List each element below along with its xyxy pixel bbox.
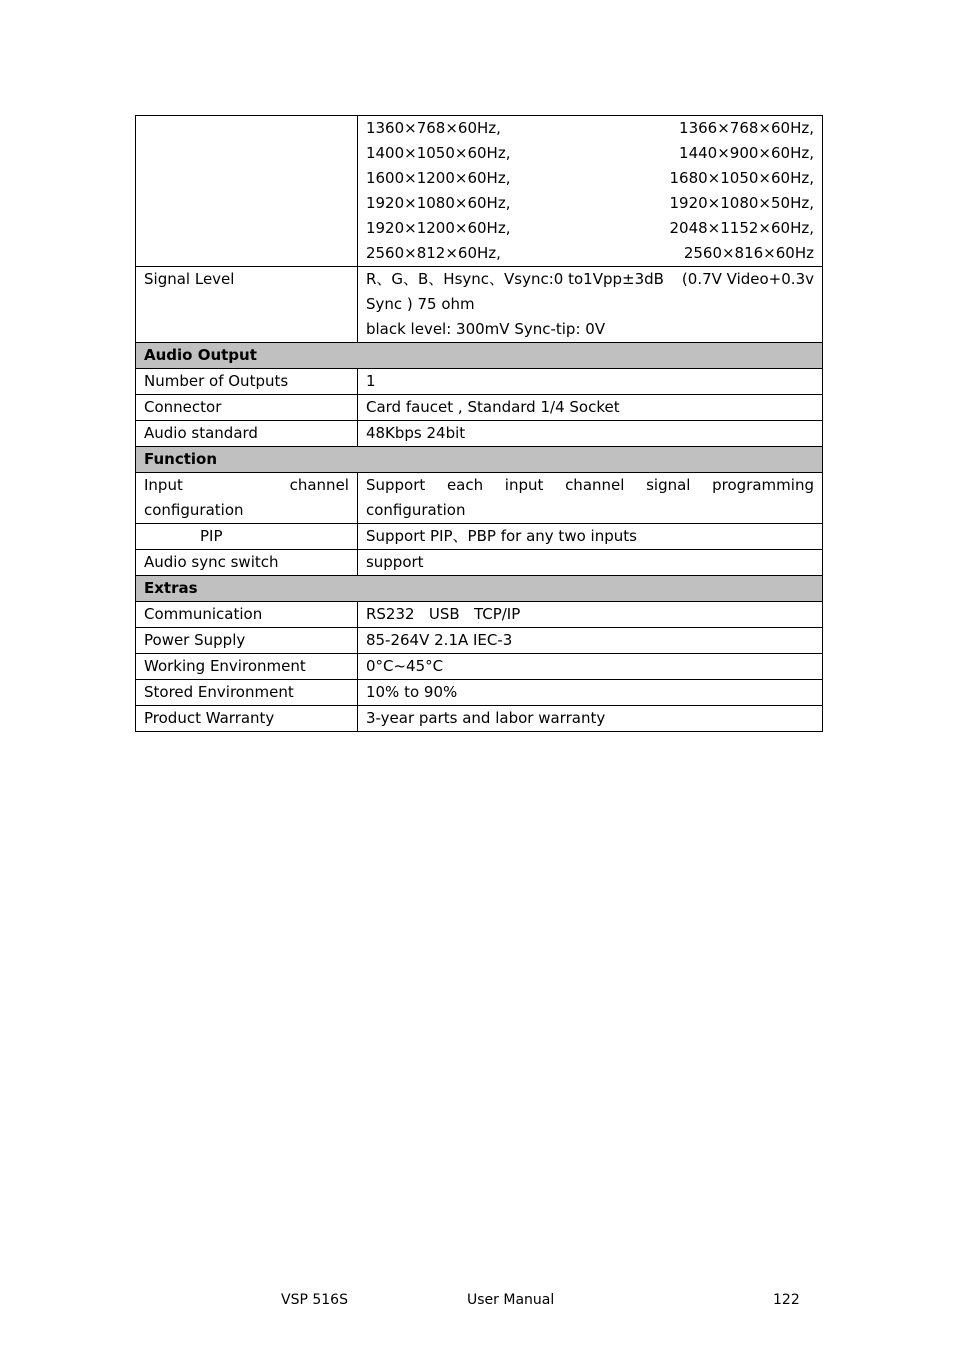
table-row — [136, 421, 823, 447]
table-row — [136, 706, 823, 732]
footer-title: User Manual — [467, 1292, 555, 1308]
label-word: channel — [289, 476, 349, 494]
row-value: 85-264V 2.1A IEC-3 — [357, 628, 822, 654]
row-label: Stored Environment — [136, 680, 358, 706]
resolution-item: 1680×1050×60Hz, — [669, 169, 814, 187]
section-audio-output — [136, 343, 823, 369]
input-channel-configuration-row — [136, 473, 823, 524]
table-row — [136, 628, 823, 654]
row-value: RS232 USB TCP/IP — [357, 602, 822, 628]
row-label: Communication — [136, 602, 358, 628]
resolution-item: 1920×1080×60Hz, — [365, 194, 511, 212]
label-line — [144, 473, 349, 498]
section-heading: Function — [136, 447, 823, 473]
value-line — [366, 473, 814, 498]
signal-level-text: R、G、B、Hsync、Vsync:0 to1Vpp±3dB — [365, 270, 664, 288]
footer-page-number: 122 — [773, 1292, 800, 1308]
section-function — [136, 447, 823, 473]
resolution-line — [366, 141, 814, 166]
table-row — [136, 680, 823, 706]
row-label: Working Environment — [136, 654, 358, 680]
value-line: configuration — [365, 501, 466, 519]
row-value: Card faucet , Standard 1/4 Socket — [357, 395, 822, 421]
section-extras — [136, 576, 823, 602]
row-value: 1 — [357, 369, 822, 395]
table-row — [136, 395, 823, 421]
row-value: support — [357, 550, 822, 576]
table-row — [136, 369, 823, 395]
footer-model: VSP 516S — [281, 1292, 348, 1308]
row-label — [136, 473, 358, 524]
resolution-line — [366, 191, 814, 216]
section-heading: Extras — [136, 576, 823, 602]
row-label — [136, 524, 358, 550]
value-word: Support — [365, 476, 426, 494]
label-word: Input — [144, 476, 183, 494]
signal-level-label: Signal Level — [136, 267, 358, 343]
row-label: Product Warranty — [136, 706, 358, 732]
row-label: Audio sync switch — [136, 550, 358, 576]
signal-level-text: (0.7V Video+0.3v — [681, 270, 814, 288]
row-value — [357, 473, 822, 524]
resolutions-label-cell — [136, 116, 358, 267]
resolution-item: 1920×1200×60Hz, — [365, 219, 511, 237]
resolution-item: 1600×1200×60Hz, — [365, 169, 511, 187]
resolutions-row — [136, 116, 823, 267]
row-value: 48Kbps 24bit — [357, 421, 822, 447]
row-value: 0°C~45°C — [357, 654, 822, 680]
signal-level-line: Sync ) 75 ohm — [365, 295, 475, 313]
table-row — [136, 654, 823, 680]
row-label: Power Supply — [136, 628, 358, 654]
resolution-item: 2048×1152×60Hz, — [669, 219, 814, 237]
table-row — [136, 602, 823, 628]
resolution-item: 1400×1050×60Hz, — [365, 144, 511, 162]
signal-level-line: black level: 300mV Sync-tip: 0V — [365, 320, 606, 338]
value-word: each — [446, 476, 484, 494]
resolution-item: 2560×812×60Hz, — [365, 244, 501, 262]
resolutions-value-cell — [357, 116, 822, 267]
signal-level-row — [136, 267, 823, 343]
value-word: channel — [565, 476, 625, 494]
resolution-item: 2560×816×60Hz — [683, 244, 814, 262]
signal-level-line — [366, 267, 814, 292]
resolution-line — [366, 116, 814, 141]
row-label: Connector — [136, 395, 358, 421]
resolution-item: 1366×768×60Hz, — [679, 119, 814, 137]
section-heading: Audio Output — [136, 343, 823, 369]
resolution-item: 1920×1080×50Hz, — [669, 194, 814, 212]
value-word: programming — [712, 476, 814, 494]
resolution-item: 1360×768×60Hz, — [365, 119, 501, 137]
row-label: Number of Outputs — [136, 369, 358, 395]
pip-label: PIP — [200, 527, 223, 545]
spec-table — [135, 115, 823, 732]
value-word: input — [504, 476, 544, 494]
row-value: Support PIP、PBP for any two inputs — [357, 524, 822, 550]
resolution-line — [366, 241, 814, 266]
label-line: configuration — [144, 501, 244, 519]
row-value: 10% to 90% — [357, 680, 822, 706]
audio-sync-switch-row — [136, 550, 823, 576]
pip-row — [136, 524, 823, 550]
row-label: Audio standard — [136, 421, 358, 447]
signal-level-value — [357, 267, 822, 343]
row-value: 3-year parts and labor warranty — [357, 706, 822, 732]
resolution-line — [366, 166, 814, 191]
resolution-line — [366, 216, 814, 241]
resolution-item: 1440×900×60Hz, — [679, 144, 814, 162]
value-word: signal — [646, 476, 691, 494]
